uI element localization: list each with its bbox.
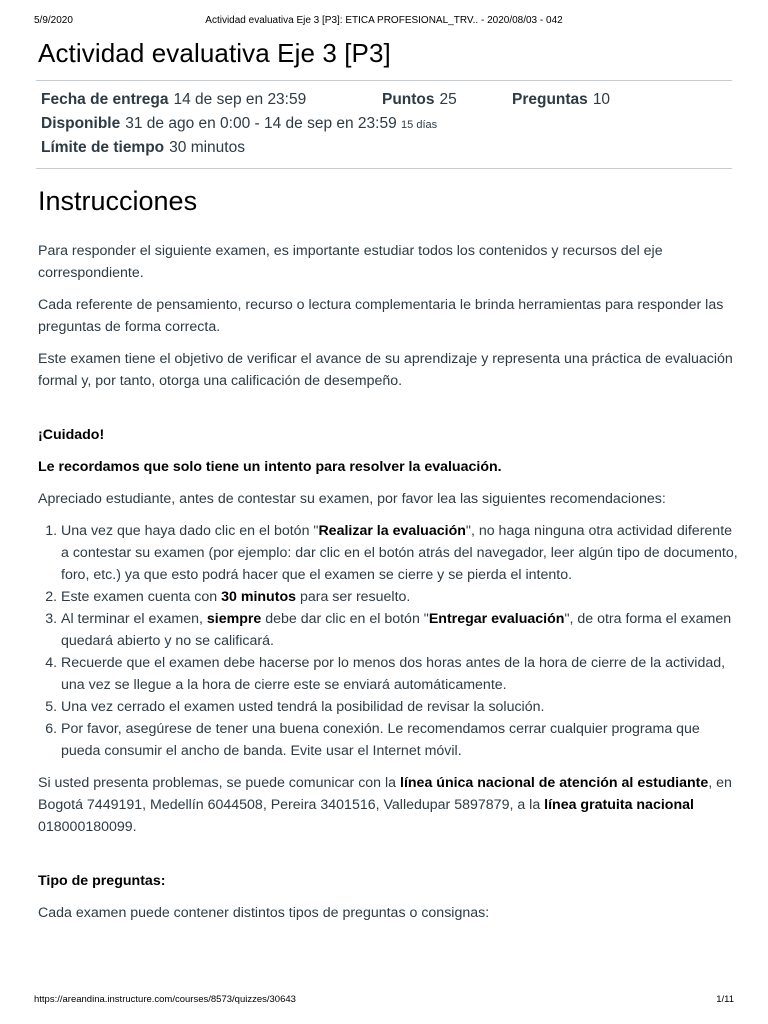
points [382, 91, 457, 109]
free-line-emphasis: línea gratuita nacional [544, 797, 694, 813]
page-title: Actividad evaluativa Eje 3 [P3] [38, 38, 391, 68]
question-types-heading: Tipo de preguntas: [38, 873, 166, 889]
recommendations-list [38, 520, 738, 762]
print-date: 5/9/2020 [34, 15, 73, 26]
list-item: 6. Por favor, asegúrese de tener una buena conexión. Le recomendamos cerrar cualquier programa que pueda consumir el ancho de banda. Evite usar el Internet móvil. [61, 718, 738, 762]
due-value: 14 de sep en 23:59 [173, 91, 307, 108]
questions-value: 10 [592, 91, 611, 108]
points-label: Puntos [382, 91, 435, 108]
time-limit-value: 30 minutos [169, 139, 245, 156]
due-label: Fecha de entrega [41, 91, 169, 108]
available-days: 15 días [401, 119, 438, 131]
recommendations-intro: Apreciado estudiante, antes de contestar su examen, por favor lea las siguientes recomendaciones: [38, 491, 666, 507]
contact-paragraph: Si usted presenta problemas, se puede comunicar con la línea única nacional de atención al estudiante, en Bogotá 7449191, Medellín 6044508, Pereira 3401516, Valledupar 5897879, a la línea gratuita nacional 018000180099. [38, 775, 732, 835]
instructions-body [38, 240, 738, 934]
due-date [41, 91, 306, 109]
quiz-meta-row-1 [41, 91, 731, 111]
time-limit-label: Límite de tiempo [41, 139, 165, 156]
questions [512, 91, 610, 109]
list-item: 2. Este examen cuenta con 30 minutos para ser resuelto. [61, 586, 738, 608]
instructions-paragraph-2: Cada referente de pensamiento, recurso o lectura complementaria le brinda herramientas para responder las preguntas de forma correcta. [38, 297, 724, 335]
siempre-emphasis: siempre [206, 611, 262, 627]
entregar-evaluacion-text: Entregar evaluación [428, 611, 565, 627]
questions-label: Preguntas [512, 91, 588, 108]
meta-divider [36, 168, 732, 169]
points-value: 25 [439, 91, 457, 108]
available-value: 31 de ago en 0:00 - 14 de sep en 23:59 [125, 115, 397, 132]
available-label: Disponible [41, 115, 121, 132]
quiz-meta-row-2 [41, 115, 437, 133]
national-line-emphasis: línea única nacional de atención al estudiante [400, 775, 709, 791]
page-count: 1/11 [716, 994, 734, 1005]
quiz-meta-row-3 [41, 139, 245, 157]
question-types-text: Cada examen puede contener distintos tipos de preguntas o consignas: [38, 905, 490, 921]
time-emphasis: 30 minutos [221, 589, 297, 605]
print-title: Actividad evaluativa Eje 3 [P3]: ETICA PROFESIONAL_TRV.. - 2020/08/03 - 042 [205, 15, 563, 26]
print-footer [0, 994, 768, 1008]
instructions-heading: Instrucciones [38, 186, 198, 216]
list-item: 3. Al terminar el examen, siempre debe dar clic en el botón "Entregar evaluación", de otra forma el examen quedará abierto y no se calificará. [61, 608, 738, 652]
instructions-paragraph-3: Este examen tiene el objetivo de verificar el avance de su aprendizaje y representa una práctica de evaluación formal y, por tanto, otorga una calificación de desempeño. [38, 351, 733, 389]
list-item: 5. Una vez cerrado el examen usted tendrá la posibilidad de revisar la solución. [61, 696, 738, 718]
print-header [0, 15, 768, 31]
realizar-evaluacion-text: Realizar la evaluación [318, 523, 466, 539]
one-attempt-notice: Le recordamos que solo tiene un intento para resolver la evaluación. [38, 459, 502, 475]
list-item: 4. Recuerde que el examen debe hacerse por lo menos dos horas antes de la hora de cierre de la actividad, una vez se llegue a la hora de cierre este se enviará automáticamente. [61, 652, 738, 696]
title-divider [36, 80, 732, 81]
caution-heading: ¡Cuidado! [38, 427, 105, 443]
instructions-paragraph-1: Para responder el siguiente examen, es importante estudiar todos los contenidos y recursos del eje correspondiente. [38, 243, 663, 281]
print-url: https://areandina.instructure.com/courses/8573/quizzes/30643 [34, 994, 296, 1005]
list-item: 1. Una vez que haya dado clic en el botón "Realizar la evaluación", no haga ninguna otra actividad diferente a contestar su examen (por ejemplo: dar clic en el botón atrás del navegador, leer algún tipo de documento, foro, etc.) ya que esto podrá hacer que el examen se cierre y se pierda el intento. [61, 520, 738, 586]
